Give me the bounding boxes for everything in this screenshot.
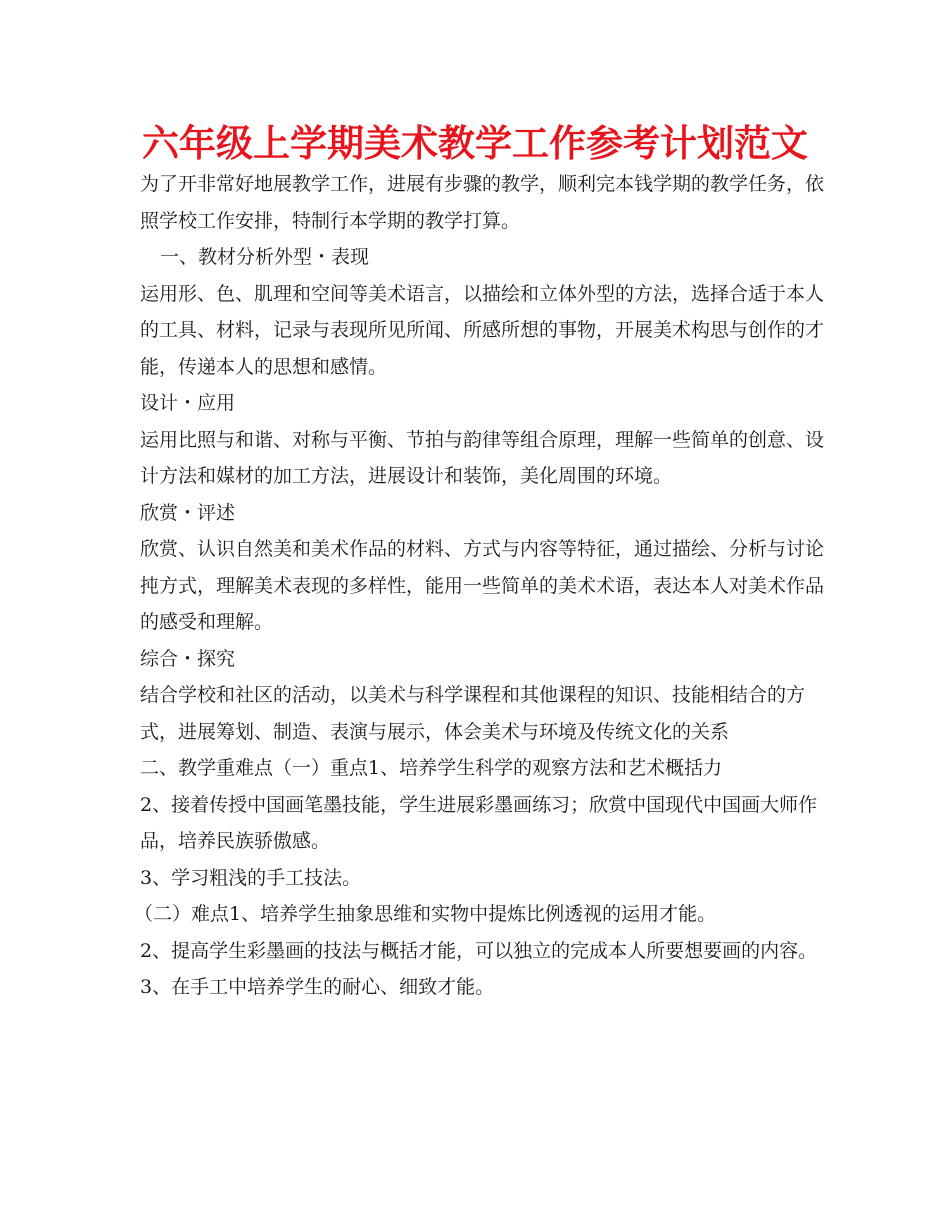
intro-paragraph: 为了开非常好地展教学工作，进展有步骤的教学，顺利完本钱学期的教学任务，依照学校工作安排，特制行本学期的教学打算。 <box>140 173 825 232</box>
section-heading-key-points: 二、教学重难点（一）重点1、培养学生科学的观察方法和艺术概括力 <box>140 757 723 779</box>
body-paragraph: 结合学校和社区的活动，以美术与科学课程和其他课程的知识、技能相结合的方式，进展筹划、制造、表演与展示，体会美术与环境及传统文化的关系 <box>140 684 806 743</box>
list-item: 3、在手工中培养学生的耐心、细致才能。 <box>140 976 495 998</box>
section-heading-difficulties: （二）难点1、培养学生抽象思维和实物中提炼比例透视的运用才能。 <box>134 903 717 925</box>
section-heading-design: 设计・应用 <box>140 392 236 414</box>
body-paragraph: 运用比照与和谐、对称与平衡、节拍与韵律等组合原理，理解一些简单的创意、设计方法和媒材的加工方法，进展设计和装饰，美化周围的环境。 <box>140 428 825 487</box>
body-paragraph: 运用形、色、肌理和空间等美术语言，以描绘和立体外型的方法，选择合适于本人的工具、材料，记录与表现所见所闻、所感所想的事物，开展美术构思与创作的才能，传递本人的思想和感情。 <box>140 282 825 378</box>
list-item: 2、接着传授中国画笔墨技能，学生进展彩墨画练习；欣赏中国现代中国画大师作品，培养民族骄傲感。 <box>140 793 818 852</box>
body-paragraph: 欣赏、认识自然美和美术作品的材料、方式与内容等特征，通过描绘、分析与讨论扽方式，理解美术表现的多样性，能用一些简单的美术术语，表达本人对美术作品的感受和理解。 <box>140 538 825 633</box>
section-heading-synthesis: 综合・探究 <box>140 647 236 670</box>
section-heading-appreciation: 欣赏・评述 <box>140 501 236 524</box>
document-body <box>134 166 830 1006</box>
section-heading-materials: 一、教材分析外型・表现 <box>160 246 370 268</box>
list-item: 3、学习粗浅的手工技法。 <box>140 866 362 889</box>
document-title: 六年级上学期美术教学工作参考计划范文 <box>142 122 808 165</box>
list-item: 2、提高学生彩墨画的技法与概括才能，可以独立的完成本人所要想要画的内容。 <box>140 939 818 962</box>
